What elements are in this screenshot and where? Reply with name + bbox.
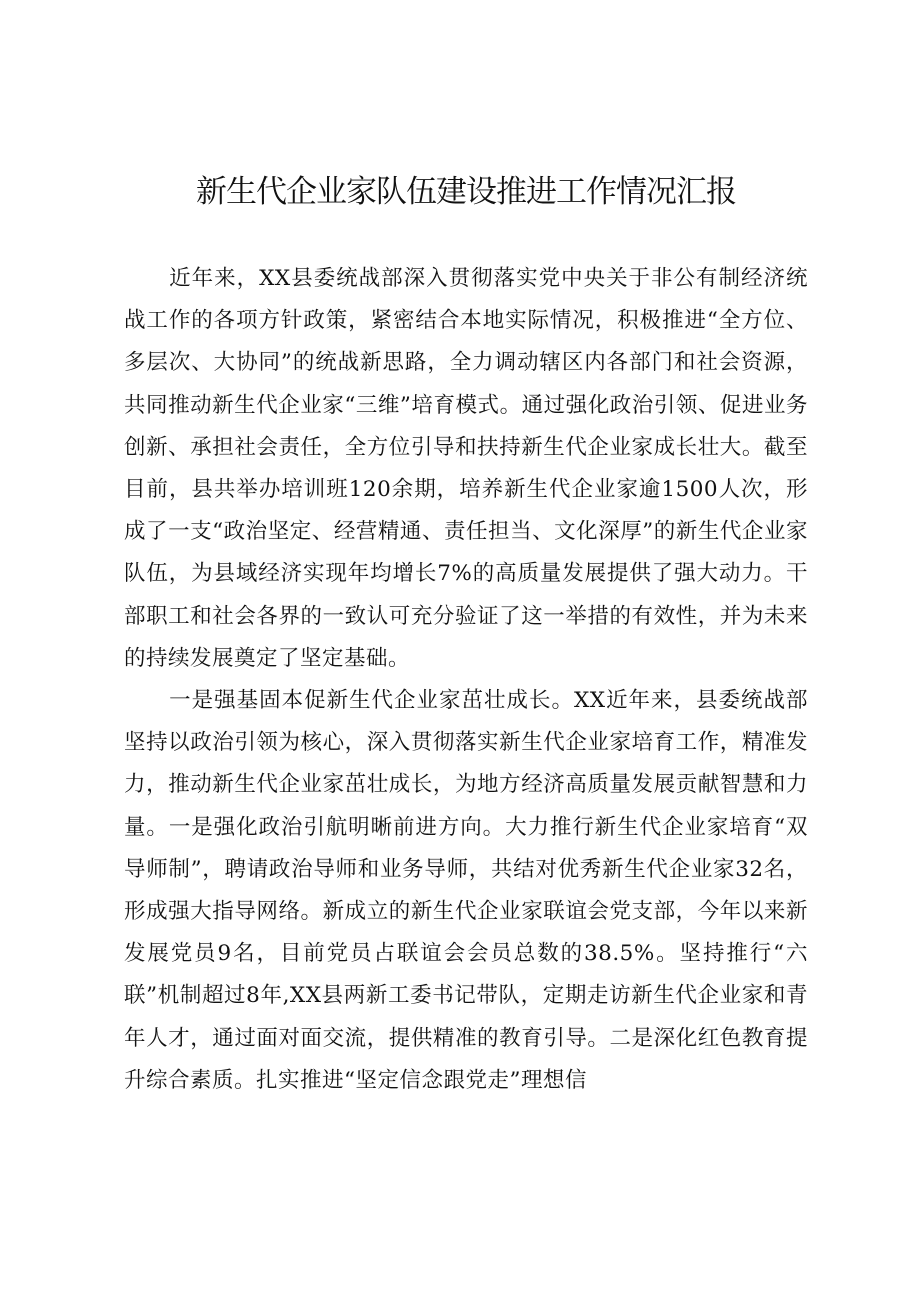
paragraph-section-one: 一是强基固本促新生代企业家茁壮成长。XX近年来，县委统战部坚持以政治引领为核心，深入贯彻落实新生代企业家培育工作，精准发力，推动新生代企业家茁壮成长，为地方经济高质量发展贡献智慧和力量。一是强化政治引航明晰前进方向。大力推行新生代企业家培育“双导师制”，聘请政治导师和业务导师，共结对优秀新生代企业家32名，形成强大指导网络。新成立的新生代企业家联谊会党支部，今年以来新发展党员9名，目前党员占联谊会会员总数的38.5%。坚持推行“六联”机制超过8年,XX县两新工委书记带队，定期走访新生代企业家和青年人才，通过面对面交流，提供精准的教育引导。二是深化红色教育提升综合素质。扎实推进“坚定信念跟党走”理想信 <box>124 688 808 1093</box>
paragraph-intro: 近年来，XX县委统战部深入贯彻落实党中央关于非公有制经济统战工作的各项方针政策，紧密结合本地实际情况，积极推进“全方位、多层次、大协同”的统战新思路，全力调动辖区内各部门和社会资源，共同推动新生代企业家“三维”培育模式。通过强化政治引领、促进业务创新、承担社会责任，全方位引导和扶持新生代企业家成长壮大。截至目前，县共举办培训班120余期，培养新生代企业家逾1500人次，形成了一支“政治坚定、经营精通、责任担当、文化深厚”的新生代企业家队伍，为县域经济实现年均增长7%的高质量发展提供了强大动力。干部职工和社会各界的一致认可充分验证了这一举措的有效性，并为未来的持续发展奠定了坚定基础。 <box>124 266 808 671</box>
document-body <box>124 258 808 1102</box>
document-title: 新生代企业家队伍建设推进工作情况汇报 <box>196 174 736 210</box>
